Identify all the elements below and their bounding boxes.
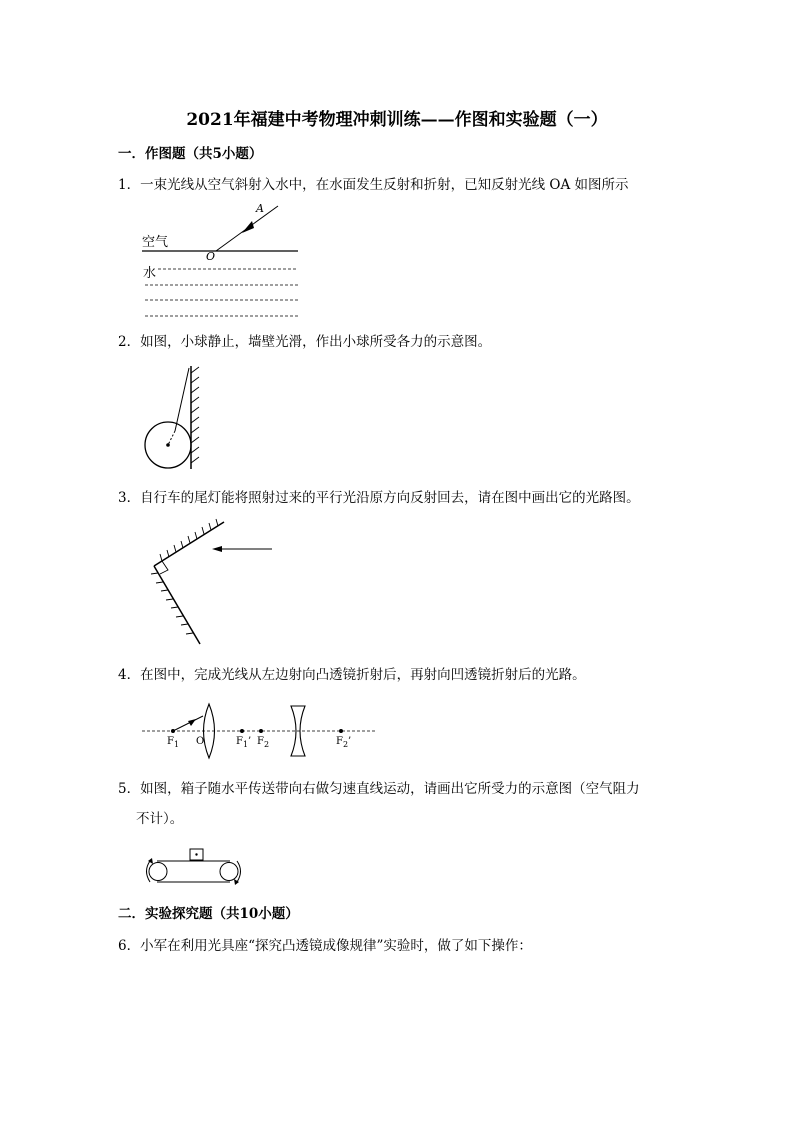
box-center-dot <box>195 853 197 855</box>
section-heading-experiment: 二．实验探究题（共10小题） <box>118 906 299 922</box>
right-angle-mark <box>160 561 168 574</box>
question-5-text-cont: 不计）。 <box>136 811 184 827</box>
label-f1p-prime: ’ <box>248 736 252 747</box>
question-2-text: 2．如图，小球静止，墙壁光滑，作出小球所受各力的示意图。 <box>118 334 492 350</box>
question-6-text: 6．小军在利用光具座“探究凸透镜成像规律”实验时，做了如下操作： <box>118 938 532 954</box>
focus-f1-dot <box>171 729 175 733</box>
label-f2 <box>257 736 269 749</box>
label-o: O <box>196 736 205 747</box>
section-heading-drawing: 一．作图题（共5小题） <box>118 146 263 162</box>
focus-f1-prime-dot <box>240 729 244 733</box>
figure-5-svg <box>140 845 248 887</box>
question-1-text: 1．一束光线从空气斜射入水中，在水面发生反射和折射，已知反射光线 OA 如图所示 <box>118 177 629 193</box>
right-roller <box>220 863 238 881</box>
string-inside-ball <box>168 431 175 445</box>
figure-2-svg <box>138 363 213 473</box>
label-f1-sub: 1 <box>173 740 180 749</box>
string-line <box>175 368 189 431</box>
label-f2p-sub: 2 <box>342 740 349 749</box>
question-4-text: 4．在图中，完成光线从左边射向凸透镜折射后，再射向凹透镜折射后的光路。 <box>118 667 586 683</box>
label-f2-prime <box>336 736 351 749</box>
figure-bike-reflector <box>140 512 280 652</box>
label-f1 <box>167 736 179 749</box>
label-f1p-letter: F <box>236 736 243 747</box>
figure-ball-wall <box>138 363 213 473</box>
ray-arrow-icon <box>188 719 196 726</box>
label-f2-letter: F <box>257 736 264 747</box>
mirror-1-hatch <box>160 519 218 561</box>
wall-hatch <box>191 367 199 463</box>
figure-lenses <box>140 700 380 762</box>
label-f1p-sub: 1 <box>242 740 249 749</box>
mirror-2 <box>154 566 200 644</box>
left-roller <box>149 863 167 881</box>
label-f2p-letter: F <box>336 736 343 747</box>
label-point-o: O <box>206 250 216 263</box>
label-air: 空气 <box>142 235 169 250</box>
label-f1-letter: F <box>167 736 174 747</box>
label-water: 水 <box>143 266 157 281</box>
focus-f2-dot <box>259 729 263 733</box>
page-title: 2021年福建中考物理冲刺训练——作图和实验题（一） <box>186 110 608 130</box>
figure-3-svg <box>140 512 280 652</box>
question-5-text: 5．如图，箱子随水平传送带向右做匀速直线运动，请画出它所受力的示意图（空气阻力 <box>118 781 640 797</box>
label-f2p-prime: ’ <box>348 736 352 747</box>
focus-f2-prime-dot <box>339 729 343 733</box>
figure-1-svg <box>140 198 305 326</box>
label-f1-prime <box>236 736 251 749</box>
figure-4-svg <box>140 700 380 762</box>
mirror-2-hatch <box>151 573 193 634</box>
ray-arrow-icon <box>212 546 222 552</box>
ray-arrow-icon <box>242 221 254 233</box>
label-f2-sub: 2 <box>263 740 270 749</box>
ball-center-dot <box>166 443 170 447</box>
mirror-1 <box>154 522 224 566</box>
label-point-a: A <box>256 202 264 215</box>
incident-ray <box>173 716 203 731</box>
question-3-text: 3．自行车的尾灯能将照射过来的平行光沿原方向反射回去，请在图中画出它的光路图。 <box>118 490 640 506</box>
figure-reflection-refraction <box>140 198 305 326</box>
figure-conveyor-box <box>140 845 248 887</box>
